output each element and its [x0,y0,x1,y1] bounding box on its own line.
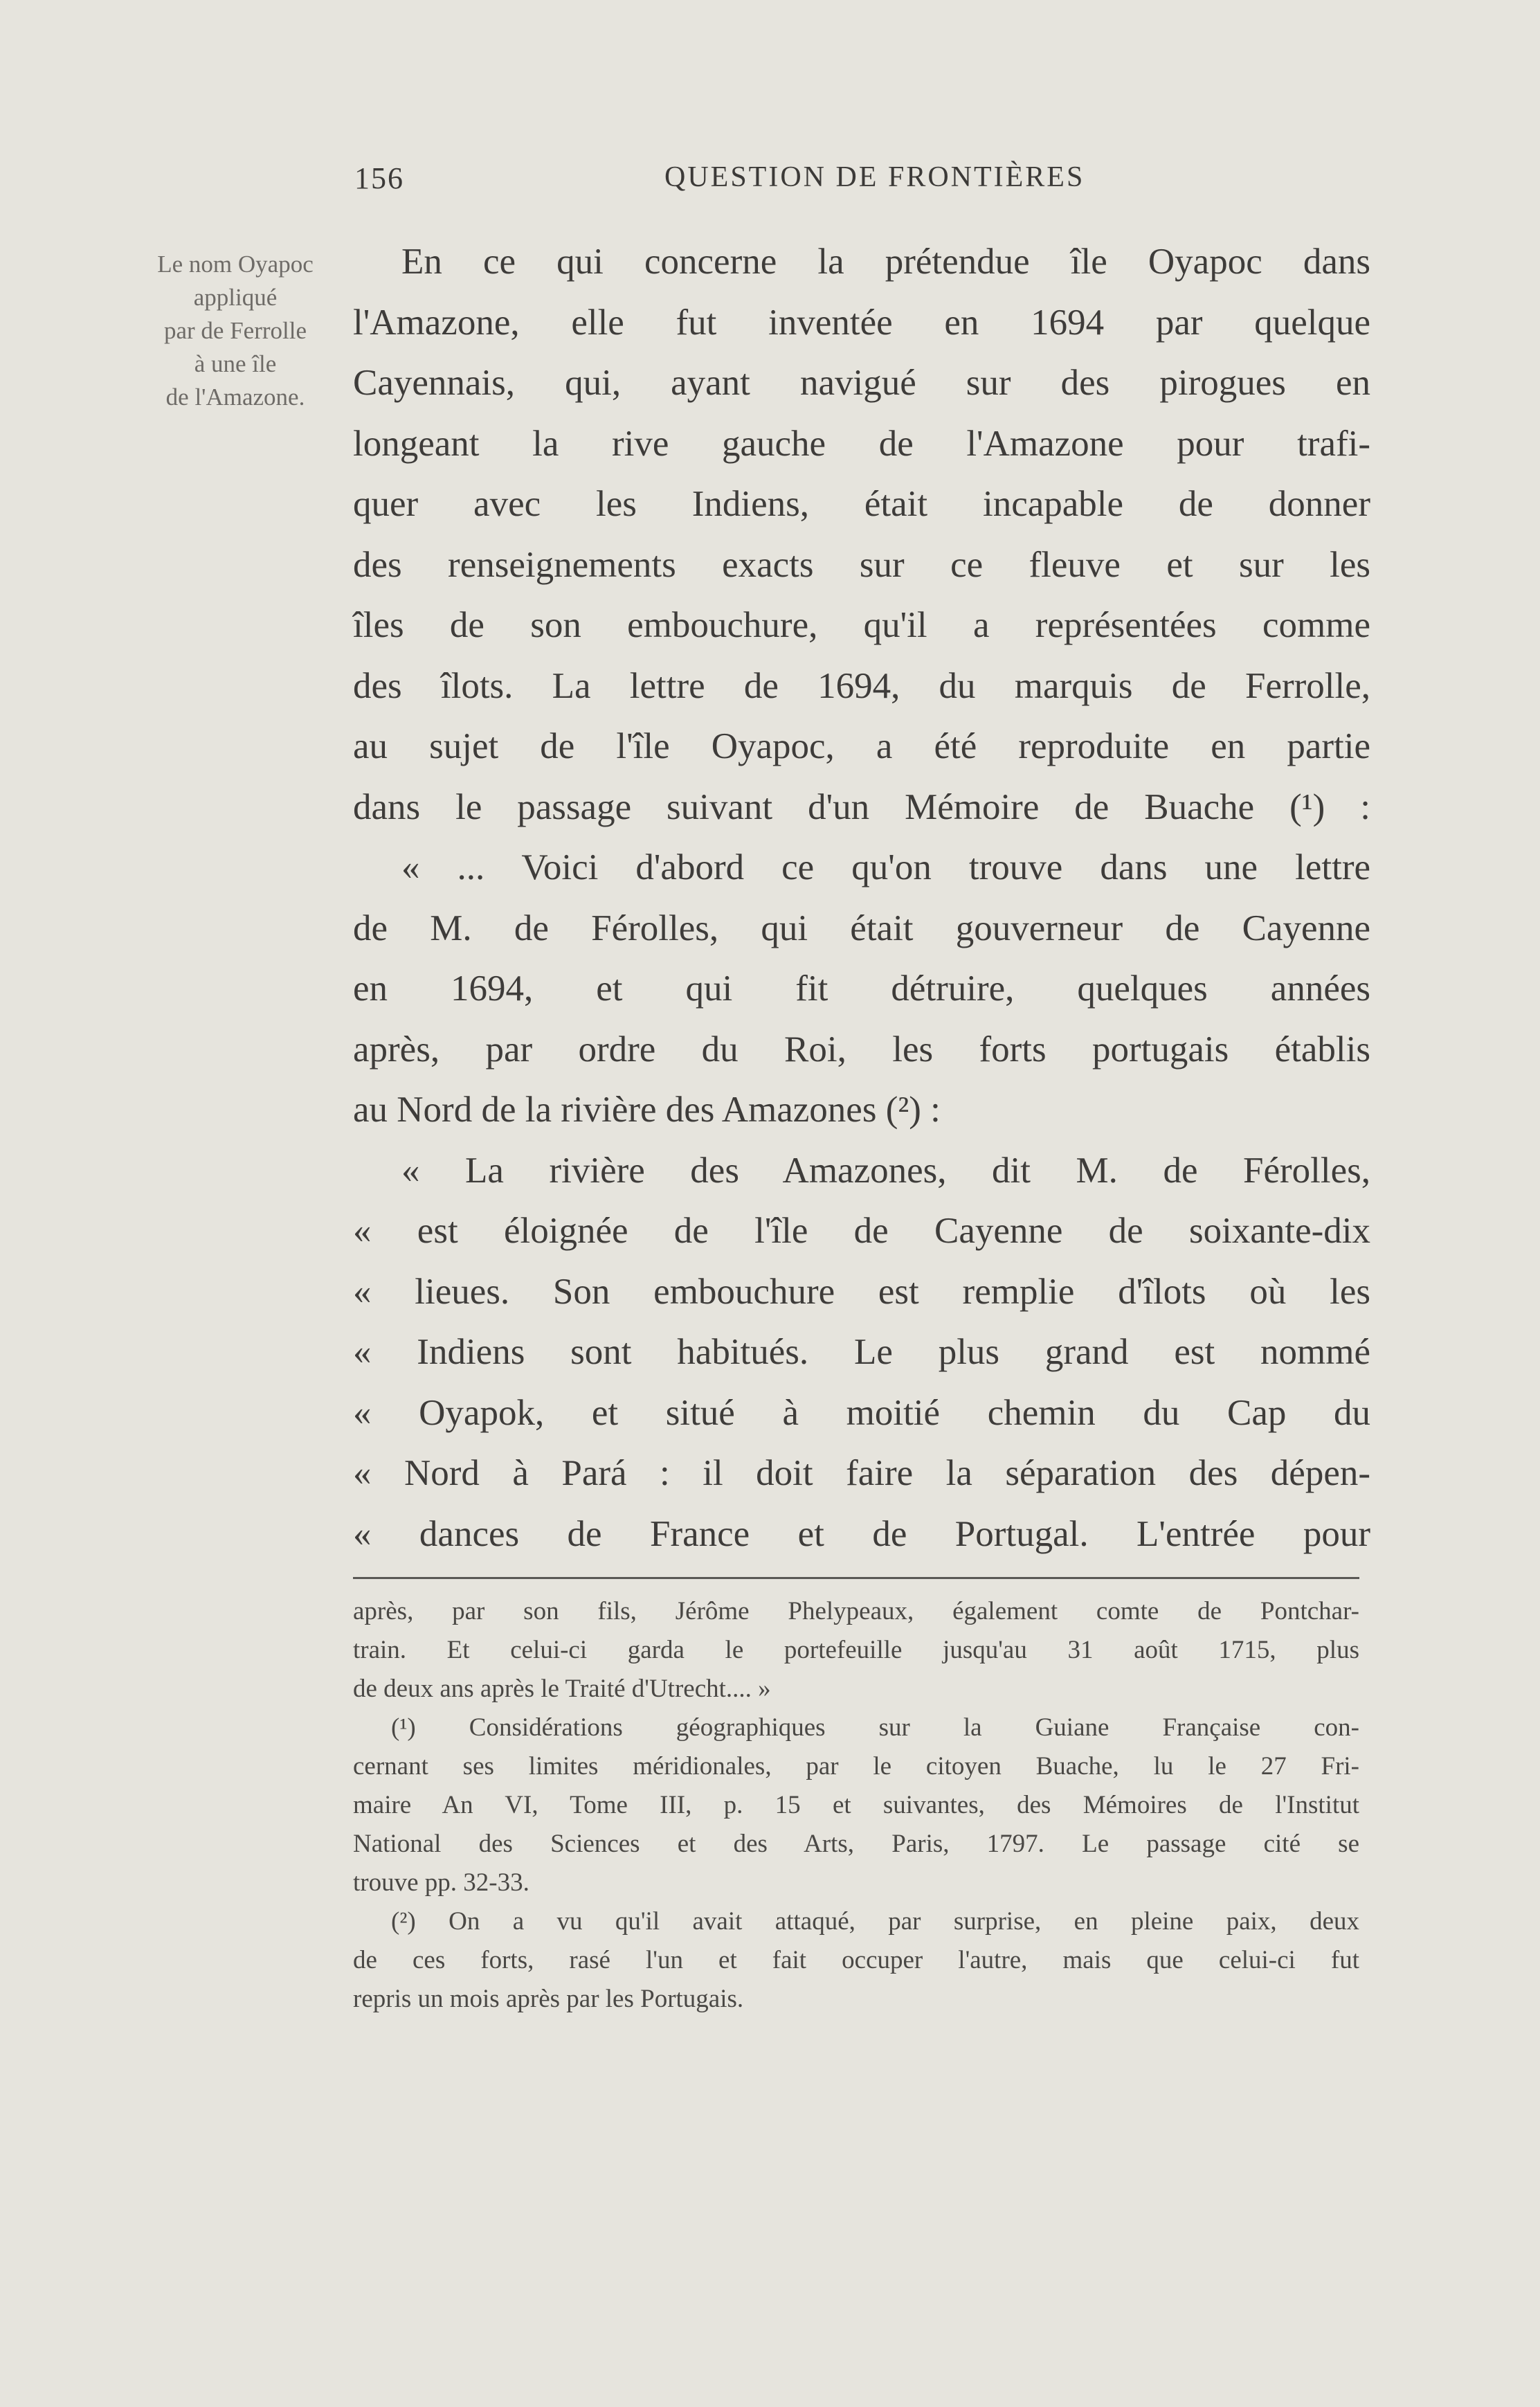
margin-note-line: de l'Amazone. [165,384,305,411]
main-text [353,232,1370,1565]
body-line: après, par ordre du Roi, les forts portugais établis [353,1029,1370,1070]
footnote-line: de ces forts, rasé l'un et fait occuper l'autre, mais que celui-ci fut [353,1946,1359,1974]
body-line: En ce qui concerne la prétendue île Oyapoc dans [401,242,1370,282]
body-line: « Indiens sont habitués. Le plus grand est nommé [353,1332,1370,1372]
body-line: de M. de Férolles, qui était gouverneur de Cayenne [353,908,1370,948]
footnotes [353,1592,1359,2019]
footnote-line: trouve pp. 32-33. [353,1868,529,1897]
body-line: « ... Voici d'abord ce qu'on trouve dans une lettre [401,847,1370,887]
footnote-line: (¹) Considérations géographiques sur la Guiane Française con- [391,1713,1359,1742]
body-line: « lieues. Son embouchure est remplie d'îlots où les [353,1271,1370,1312]
body-line: quer avec les Indiens, était incapable de donner [353,484,1370,524]
margin-note-line: à une île [194,350,277,377]
body-line: « Nord à Pará : il doit faire la séparation des dépen- [353,1453,1370,1493]
body-line: des renseignements exacts sur ce fleuve et sur les [353,544,1370,585]
margin-note [111,248,360,414]
page-number: 156 [354,161,404,195]
body-line: l'Amazone, elle fut inventée en 1694 par quelque [353,302,1370,343]
footnote-line: maire An VI, Tome III, p. 15 et suivantes, des Mémoires de l'Institut [353,1791,1359,1819]
body-line: dans le passage suivant d'un Mémoire de Buache (¹) : [353,786,1370,827]
body-line: « Oyapok, et situé à moitié chemin du Cap du [353,1392,1370,1433]
footnote-line: de deux ans après le Traité d'Utrecht.... » [353,1675,771,1703]
footnote-separator [353,1577,1359,1579]
body-line: « dances de France et de Portugal. L'entrée pour [353,1513,1370,1554]
footnote-line: train. Et celui-ci garda le portefeuille jusqu'au 31 août 1715, plus [353,1636,1359,1664]
body-line: en 1694, et qui fit détruire, quelques années [353,968,1370,1009]
footnote-line: repris un mois après par les Portugais. [353,1985,744,2013]
margin-note-line: Le nom Oyapoc [157,251,314,278]
footnote-line: (²) On a vu qu'il avait attaqué, par surprise, en pleine paix, deux [391,1907,1359,1936]
margin-note-line: appliqué [193,284,278,311]
footnote-line: après, par son fils, Jérôme Phelypeaux, également comte de Pontchar- [353,1597,1359,1625]
margin-note-line: par de Ferrolle [163,317,307,344]
body-line: « La rivière des Amazones, dit M. de Férolles, [401,1150,1370,1191]
body-line: au Nord de la rivière des Amazones (²) : [353,1090,941,1130]
body-line: des îlots. La lettre de 1694, du marquis de Ferrolle, [353,665,1370,706]
body-line: « est éloignée de l'île de Cayenne de soixante-dix [353,1211,1370,1251]
footnote-line: National des Sciences et des Arts, Paris, 1797. Le passage cité se [353,1830,1359,1858]
body-line: îles de son embouchure, qu'il a représentées comme [353,605,1370,645]
page-header [353,161,1377,202]
running-title: QUESTION DE FRONTIÈRES [664,161,1085,193]
body-line: longeant la rive gauche de l'Amazone pour trafi- [353,423,1370,464]
body-line: au sujet de l'île Oyapoc, a été reproduite en partie [353,726,1370,766]
footnote-line: cernant ses limites méridionales, par le citoyen Buache, lu le 27 Fri- [353,1752,1359,1781]
body-line: Cayennais, qui, ayant navigué sur des pirogues en [353,363,1370,403]
